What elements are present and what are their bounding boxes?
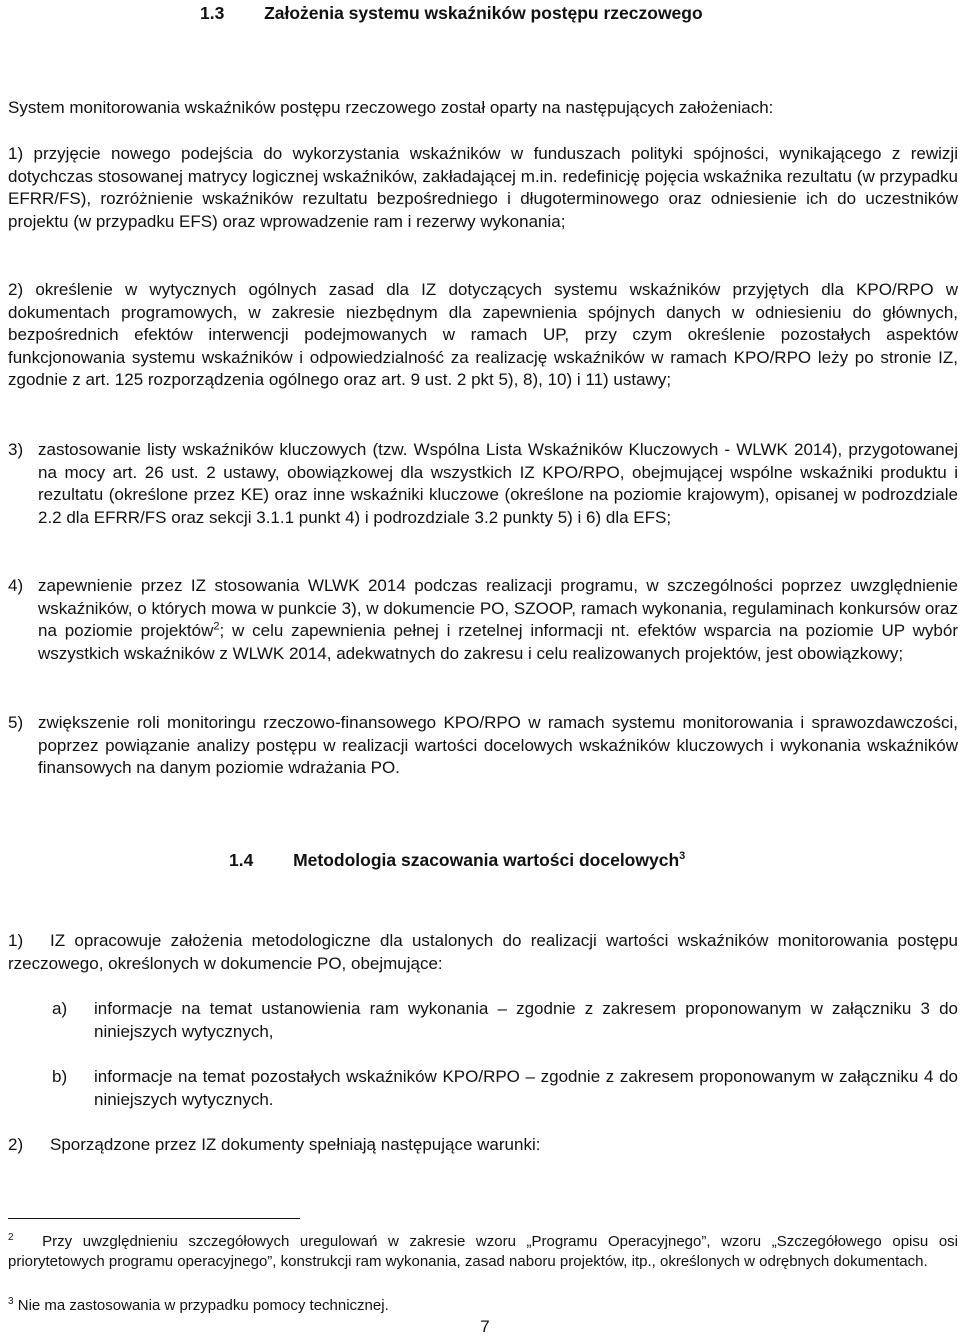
list-item-text: zwiększenie roli monitoringu rzeczowo-finansowego KPO/RPO w ramach systemu monitorowania i sprawozdawczości, poprzez powiązanie analizy postępu w realizacji wartości docelowych wskaźników kluczowych i wykonania wskaźników finansowych na danym poziomie wdrażania PO. <box>38 713 958 778</box>
list-item-label: a) <box>52 999 68 1018</box>
intro-paragraph: System monitorowania wskaźników postępu rzeczowego został oparty na następujących założeniach: <box>8 98 774 117</box>
list-item-text: przyjęcie nowego podejścia do wykorzystania wskaźników w funduszach polityki spójności, wynikającego z rewizji dotychczas stosowanej matrycy logicznej wskaźników, zakładającej m.in. redefinicję pojęcia wskaźnika rezultatu (w przypadku EFRR/FS), rozróżnienie wskaźników rezultatu bezpośredniego i długoterminowego oraz odniesienie ich do uczestników projektu (w przypadku EFS) oraz wprowadzenie ram i rezerwy wykonania; <box>8 144 958 231</box>
footnote-mark: 2 <box>8 1232 14 1243</box>
list-item-text: określenie w wytycznych ogólnych zasad dla IZ dotyczących systemu wskaźników przyjętych dla KPO/RPO w dokumentach programowych, w zakresie niezbędnym dla zapewnienia spójnych danych w odniesieniu do głównych, bezpośrednich efektów interwencji podejmowanych w ramach UP, przy czym określenie pozostałych aspektów funkcjonowania systemu wskaźników i odpowiedzialność za realizację wskaźników w ramach KPO/RPO leży po stronie IZ, zgodnie z art. 125 rozporządzenia ogólnego oraz art. 9 ust. 2 pkt 5), 8), 10) i 11) ustawy; <box>8 280 958 390</box>
section-title: Założenia systemu wskaźników postępu rzeczowego <box>264 3 703 23</box>
footnote-ref: 3 <box>679 850 686 863</box>
list-item-text: zastosowanie listy wskaźników kluczowych (tzw. Wspólna Lista Wskaźników Kluczowych - WLWK 2014), przygotowanej na mocy art. 26 ust. 2 ustawy, obowiązkowej dla wszystkich IZ KPO/RPO, obejmującej wspólne wskaźniki produktu i rezultatu (określone przez KE) oraz inne wskaźniki kluczowe (określone na poziomie krajowym), opisanej w podrozdziale 2.2 dla EFRR/FS oraz sekcji 3.1.1 punkt 4) i podrozdziale 3.2 punkty 5) i 6) dla EFS; <box>38 440 958 527</box>
list-item-text: IZ opracowuje założenia metodologiczne dla ustalonych do realizacji wartości wskaźników monitorowania postępu rzeczowego, określonych w dokumencie PO, obejmujące: <box>8 931 958 973</box>
section-number: 1.4 <box>229 850 254 870</box>
footnote-mark: 3 <box>8 1296 14 1307</box>
list-item-label: 3) <box>8 440 24 459</box>
list-item <box>8 575 958 665</box>
list-item-label: 5) <box>8 713 24 732</box>
section-title: Metodologia szacowania wartości docelowych <box>293 850 680 870</box>
list-item <box>8 1134 958 1157</box>
list-item-label: 4) <box>8 576 24 595</box>
list-item <box>52 998 958 1043</box>
list-item <box>8 930 958 975</box>
section-number: 1.3 <box>200 3 225 23</box>
list-item <box>8 279 958 392</box>
list-item <box>52 1066 958 1111</box>
footnote-ref: 2 <box>213 620 220 633</box>
section-heading-1-3 <box>200 2 940 25</box>
list-item-text: Sporządzone przez IZ dokumenty spełniają następujące warunki: <box>50 1135 541 1154</box>
list-item-label: 1) <box>8 144 24 163</box>
footnote-text: Nie ma zastosowania w przypadku pomocy technicznej. <box>17 1297 389 1314</box>
footnote-2 <box>8 1232 958 1272</box>
page-number: 7 <box>480 1317 490 1336</box>
list-item <box>8 439 958 529</box>
list-item-label: 2) <box>8 1135 24 1154</box>
list-item-text-cont: ; w celu zapewnienia pełnej i rzetelnej informacji nt. efektów wsparcia na poziomie UP wybór wszystkich wskaźników z WLWK 2014, adekwatnych do zakresu i celu realizowanych projektów, jest obowiązkowy; <box>38 621 958 663</box>
footnote-3 <box>8 1296 958 1316</box>
list-item-text: informacje na temat ustanowienia ram wykonania – zgodnie z zakresem proponowanym w załączniku 3 do niniejszych wytycznych, <box>94 999 958 1041</box>
list-item-text: informacje na temat pozostałych wskaźników KPO/RPO – zgodnie z zakresem proponowanym w załączniku 4 do niniejszych wytycznych. <box>94 1067 958 1109</box>
list-item <box>8 143 958 233</box>
list-item-label: 1) <box>8 931 24 950</box>
footnote-separator <box>8 1218 300 1219</box>
list-item-label: b) <box>52 1067 68 1086</box>
section-heading-1-4 <box>229 849 949 872</box>
list-item-label: 2) <box>8 280 24 299</box>
list-item <box>8 712 958 780</box>
list-item-text: zapewnienie przez IZ stosowania WLWK 2014 podczas realizacji programu, w szczególności poprzez uwzględnienie wskaźników, o których mowa w punkcie 3), w dokumencie PO, SZOOP, ramach wykonania, regulaminach konkursów oraz na poziomie projektów <box>38 576 958 641</box>
footnote-text: Przy uwzględnieniu szczegółowych uregulowań w zakresie wzoru „Programu Operacyjnego”, wzoru „Szczegółowego opisu osi priorytetowych programu operacyjnego”, konstrukcji ram wykonania, zasad naboru projektów, itp., określonych w odrębnych dokumentach. <box>8 1233 958 1270</box>
